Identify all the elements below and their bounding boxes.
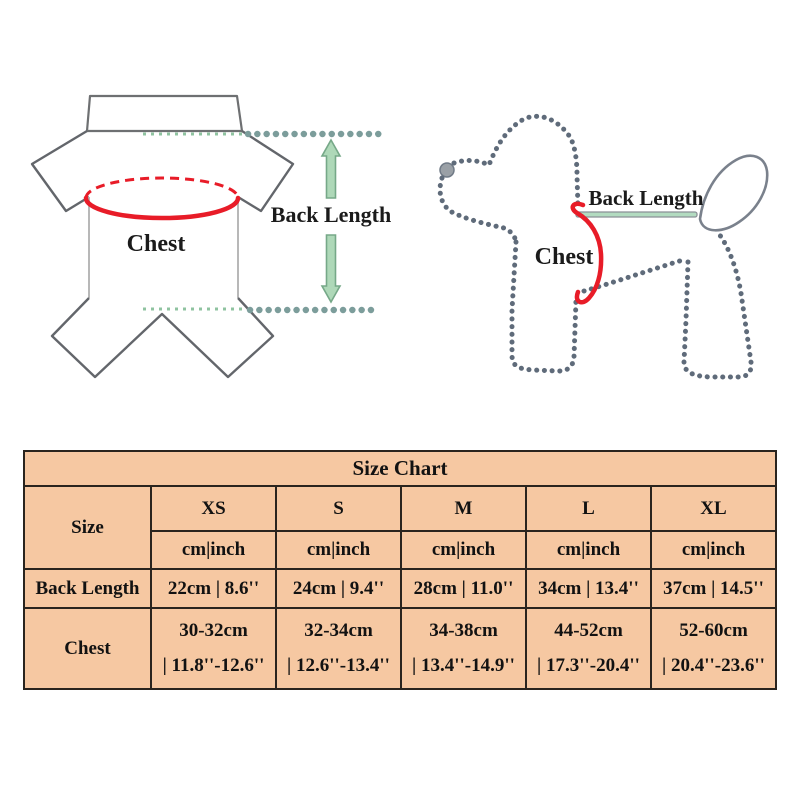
chest-cm-value: 30-32cm	[179, 620, 248, 642]
unit-cell: cm|inch	[152, 532, 275, 568]
row-label-back-length: Back Length	[25, 570, 150, 607]
chest-cm-value: 44-52cm	[554, 620, 623, 642]
size-header-m: M	[402, 487, 525, 530]
size-chart-table	[23, 450, 777, 690]
down-arrow-icon	[322, 235, 340, 302]
chest-inch-value: | 20.4''-23.6''	[662, 655, 765, 676]
chest-inch-value: | 17.3''-20.4''	[537, 655, 640, 676]
dog-tail-outline	[700, 156, 767, 231]
chest-inch-value: | 12.6''-13.4''	[287, 655, 390, 676]
dog-face-chest-outline	[440, 178, 516, 242]
garment-right-sleeve	[238, 131, 293, 211]
chest-value-cell	[152, 609, 275, 688]
unit-cell: cm|inch	[277, 532, 400, 568]
back-length-value-cell: 24cm | 9.4''	[277, 570, 400, 607]
back-length-value-cell: 34cm | 13.4''	[527, 570, 650, 607]
garment-left-sleeve	[32, 131, 89, 211]
chest-cm-value: 52-60cm	[679, 620, 748, 642]
size-chart-title: Size Chart	[25, 452, 775, 485]
dog-chest-label: Chest	[534, 244, 594, 270]
size-header-l: L	[527, 487, 650, 530]
unit-cell: cm|inch	[527, 532, 650, 568]
dog-rear-leg-outline	[684, 230, 751, 377]
garment-diagram	[32, 96, 391, 377]
garment-collar	[87, 96, 242, 131]
up-arrow-icon	[322, 140, 340, 198]
dog-back-length-label: Back Length	[588, 186, 704, 210]
garment-back-length-label: Back Length	[270, 202, 392, 227]
chest-value-cell	[652, 609, 775, 688]
chest-cm-value: 34-38cm	[429, 620, 498, 642]
chest-inch-value: | 13.4''-14.9''	[412, 655, 515, 676]
chest-inch-value: | 11.8''-12.6''	[162, 655, 265, 676]
unit-cell: cm|inch	[652, 532, 775, 568]
chest-value-cell	[277, 609, 400, 688]
dog-head-outline	[454, 116, 578, 208]
size-header-xs: XS	[152, 487, 275, 530]
dog-nose	[440, 163, 454, 177]
chest-value-cell	[402, 609, 525, 688]
size-header-xl: XL	[652, 487, 775, 530]
chest-ellipse-solid-arc	[86, 198, 238, 218]
chest-value-cell	[527, 609, 650, 688]
dog-diagram	[440, 116, 767, 377]
row-label-chest: Chest	[25, 609, 150, 688]
back-length-bar	[576, 212, 697, 217]
chest-cm-value: 32-34cm	[304, 620, 373, 642]
back-length-value-cell: 28cm | 11.0''	[402, 570, 525, 607]
unit-cell: cm|inch	[402, 532, 525, 568]
back-length-value-cell: 22cm | 8.6''	[152, 570, 275, 607]
size-corner-cell: Size	[25, 487, 150, 568]
chest-ellipse-dashed-arc	[86, 178, 238, 198]
garment-chest-label: Chest	[126, 231, 186, 257]
back-length-value-cell: 37cm | 14.5''	[652, 570, 775, 607]
size-header-s: S	[277, 487, 400, 530]
